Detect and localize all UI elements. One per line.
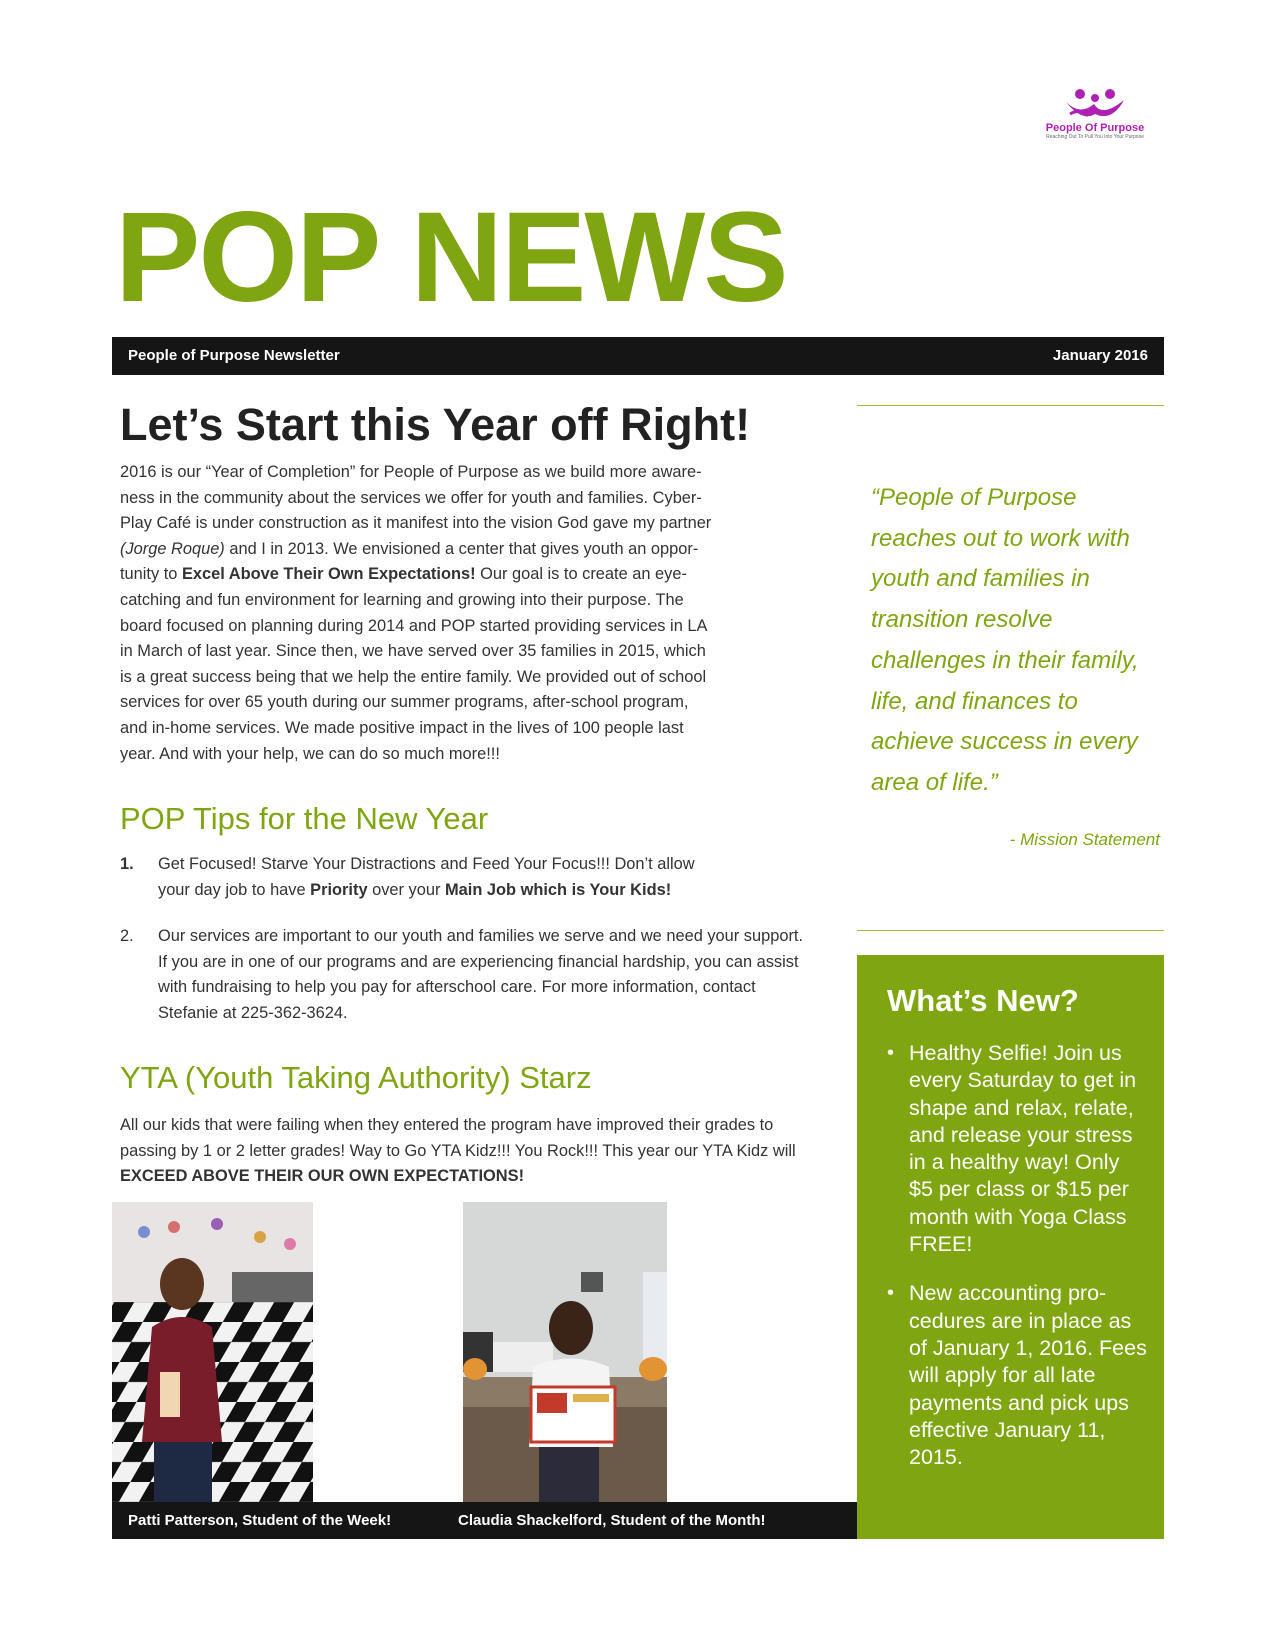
article-line: Our goal is to create an eye- — [475, 565, 687, 584]
mission-attribution: - Mission Statement — [1009, 830, 1160, 849]
sidebar-top-rule — [857, 405, 1164, 406]
newsletter-masthead: POP NEWS — [115, 186, 787, 329]
yta-body — [120, 1113, 810, 1190]
article-line: Play Café is under construction as it manifest into the vision God gave my partner — [120, 514, 712, 533]
issue-date: January 2016 — [1052, 347, 1148, 364]
article-line: ness in the community about the services we offer for youth and families. Cyber- — [120, 488, 702, 507]
tip-text: Our services are important to our youth and families we serve and we need your support. If you are in one of our programs and are experiencing financial hardship, you can assist with fundraising to help you pay for afterschool care. For more information, contact Stefanie at 225-362-3624. — [158, 927, 804, 1022]
article-line: services for over 65 youth during our summer programs, after-school program, — [120, 693, 689, 712]
tip-item — [120, 852, 810, 903]
logo-tagline: Reaching Out To Pull You Into Your Purpose — [1046, 134, 1144, 140]
newsletter-name: People of Purpose Newsletter — [128, 347, 340, 364]
bullet-icon: • — [887, 1042, 895, 1064]
tip-text: Get Focused! Starve Your Distractions and Feed Your Focus!!! Don’t allow — [158, 855, 695, 873]
tip-number: 2. — [120, 927, 134, 946]
mission-quote: “People of Purpose reaches out to work with youth and families in transition resolve challenges in their family, life, and finances to achieve success in every area of life.” — [871, 484, 1139, 796]
article-line: and in-home services. We made positive impact in the lives of 100 people last — [120, 718, 684, 737]
partner-name: (Jorge Roque) — [120, 539, 225, 558]
yta-text: All our kids that were failing when they entered the program have improved their grades to passing by 1 or 2 letter grades! Way to Go YTA Kidz!!! You Rock!!! This year our YTA Kidz will — [120, 1116, 796, 1160]
sidebar-bottom-rule — [857, 930, 1164, 931]
tip-number: 1. — [120, 855, 134, 873]
caption-student-of-the-week: Patti Patterson, Student of the Week! — [128, 1512, 392, 1529]
photo-patti-patterson — [112, 1202, 313, 1502]
tip-text: your day job to have — [158, 880, 311, 899]
whats-new-text: Healthy Selfie! Join us every Saturday to get in shape and relax, relate, and release your stress in a healthy way! Only $5 per class or $15 per month with Yoga Class FREE! — [909, 1041, 1137, 1257]
whats-new-text: New accounting pro-cedures are in place as of January 1, 2016. Fees will apply for all late payments and pick ups effective January 11, 2015. — [909, 1281, 1147, 1470]
article-line: year. And with your help, we can do so much more!!! — [120, 744, 500, 763]
yta-heading: YTA (Youth Taking Authority) Starz — [120, 1060, 592, 1095]
article-line: catching and fun environment for learning and growing into their purpose. The — [120, 590, 684, 609]
yta-emphasis: EXCEED ABOVE THEIR OUR OWN EXPECTATIONS! — [120, 1167, 525, 1186]
whats-new-heading: What’s New? — [887, 983, 1079, 1018]
bullet-icon: • — [887, 1282, 895, 1305]
tip-item — [120, 924, 810, 1026]
article-line: is a great success being that we help the entire family. We provided out of school — [120, 667, 707, 686]
tip-text: over your — [367, 880, 445, 899]
whats-new-item — [887, 1040, 1149, 1258]
people-figures-icon — [1060, 88, 1130, 122]
people-of-purpose-logo — [1040, 88, 1150, 150]
article-line: in March of last year. Since then, we have served over 35 families in 2015, which — [120, 642, 706, 661]
photo-claudia-shackelford — [463, 1202, 667, 1502]
article-body — [120, 460, 800, 767]
logo-name: People Of Purpose — [1045, 122, 1145, 134]
article-line: board focused on planning during 2014 and POP started providing services in LA — [120, 616, 708, 635]
whats-new-list — [887, 1040, 1149, 1493]
tips-list — [120, 852, 810, 1048]
article-line: and I in 2013. We envisioned a center that gives youth an oppor- — [224, 539, 699, 558]
whats-new-box — [857, 955, 1164, 1539]
article-paragraph — [120, 460, 800, 767]
tip-emphasis: Priority — [310, 880, 368, 899]
photo-caption-bar — [112, 1502, 857, 1539]
tip-emphasis: Main Job which is Your Kids! — [445, 880, 672, 899]
caption-student-of-the-month: Claudia Shackelford, Student of the Month! — [458, 1512, 766, 1529]
article-line: tunity to — [120, 565, 182, 584]
article-line: 2016 is our “Year of Completion” for People of Purpose as we build more aware- — [120, 463, 702, 481]
excel-phrase: Excel Above Their Own Expectations! — [181, 565, 476, 584]
whats-new-item — [887, 1280, 1149, 1471]
article-headline: Let’s Start this Year off Right! — [120, 399, 751, 450]
newsletter-header-bar — [112, 337, 1164, 375]
tips-heading: POP Tips for the New Year — [120, 801, 489, 836]
